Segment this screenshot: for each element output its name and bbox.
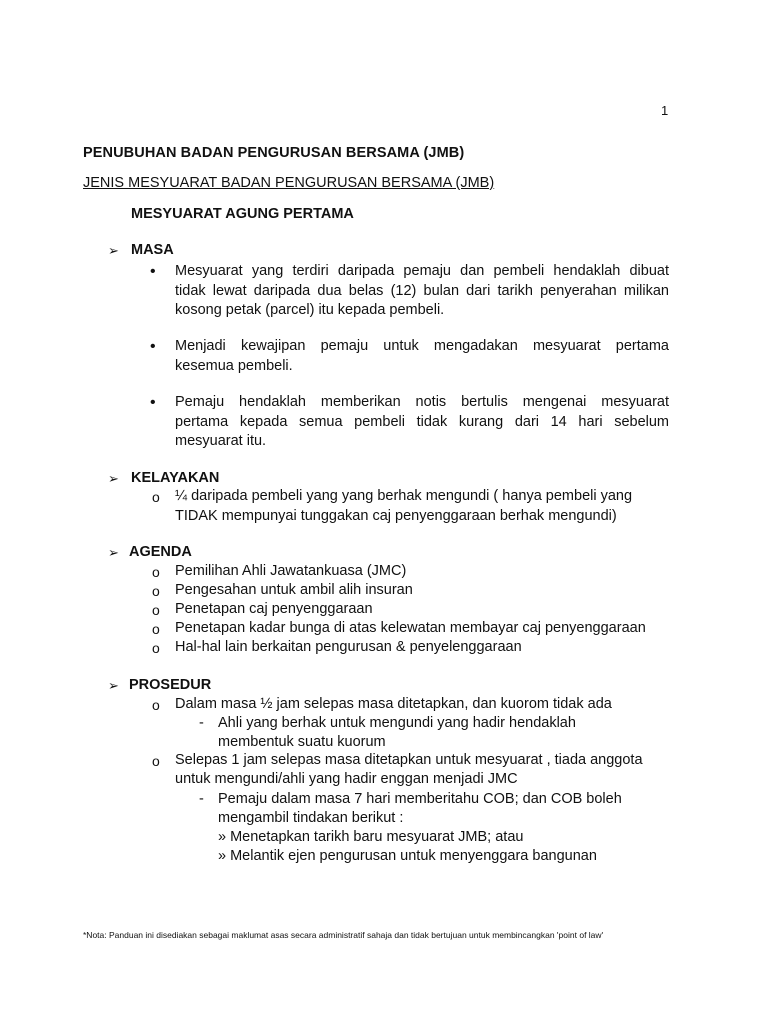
masa-item-3-line-1: Pemaju hendaklah memberikan notis bertulis mengenai mesyuarat [175, 394, 669, 410]
masa-item-1-line-3: kosong petak (parcel) itu kepada pembeli. [175, 302, 445, 318]
meeting-title: MESYUARAT AGUNG PERTAMA [131, 206, 354, 222]
agenda-item: Pengesahan untuk ambil alih insuran [175, 582, 413, 598]
bullet-icon: • [150, 394, 156, 411]
prosedur-item-1: Dalam masa ½ jam selepas masa ditetapkan, dan kuorom tidak ada [175, 696, 612, 712]
document-title: PENUBUHAN BADAN PENGURUSAN BERSAMA (JMB) [83, 145, 465, 161]
masa-item-1 [175, 262, 669, 321]
masa-item-2 [175, 337, 669, 376]
circle-bullet-icon: o [152, 697, 160, 713]
page-number: 1 [661, 103, 669, 118]
agenda-item: Hal-hal lain berkaitan pengurusan & penyelenggaraan [175, 639, 522, 655]
arrow-bullet-icon: ➢ [108, 471, 119, 486]
section-heading-kelayakan: KELAYAKAN [131, 470, 220, 486]
agenda-item: Pemilihan Ahli Jawatankuasa (JMC) [175, 563, 407, 579]
prosedur-item-2-line: untuk mengundi/ahli yang hadir enggan menjadi JMC [175, 771, 518, 787]
arrow-bullet-icon: ➢ [108, 545, 119, 560]
circle-bullet-icon: o [152, 602, 160, 618]
circle-bullet-icon: o [152, 489, 160, 505]
masa-item-2-line-2: kesemua pembeli. [175, 357, 293, 374]
agenda-item: Penetapan kadar bunga di atas kelewatan membayar caj penyenggaraan [175, 620, 646, 636]
masa-item-2-line-1: Menjadi kewajipan pemaju untuk mengadakan mesyuarat pertama [175, 338, 669, 354]
footnote: *Nota: Panduan ini disediakan sebagai maklumat asas secara administratif sahaja dan tidak bertujuan untuk membincangkan 'point of law' [83, 930, 604, 940]
section-heading-prosedur: PROSEDUR [129, 677, 212, 693]
arrow-bullet-icon: ➢ [108, 678, 119, 693]
section-heading-masa: MASA [131, 242, 174, 258]
prosedur-item-1-sub-line: membentuk suatu kuorum [218, 734, 386, 750]
kelayakan-line-2: TIDAK mempunyai tunggakan caj penyenggaraan berhak mengundi) [175, 508, 617, 524]
document-subtitle: JENIS MESYUARAT BADAN PENGURUSAN BERSAMA (JMB) [83, 175, 495, 191]
bullet-icon: • [150, 338, 156, 355]
kelayakan-line-1: ¼ daripada pembeli yang yang berhak mengundi ( hanya pembeli yang [175, 488, 633, 504]
masa-item-1-line-1: Mesyuarat yang terdiri daripada pemaju dan pembeli hendaklah dibuat [175, 263, 669, 279]
masa-item-3-line-2: pertama kepada semua pembeli tidak kurang dari 14 hari sebelum [175, 413, 669, 430]
dash-bullet-icon: - [199, 791, 204, 807]
bullet-icon: • [150, 263, 156, 280]
prosedur-item-2-sub-line: » Menetapkan tarikh baru mesyuarat JMB; atau [218, 829, 524, 845]
circle-bullet-icon: o [152, 564, 160, 580]
prosedur-item-1-sub-line: Ahli yang berhak untuk mengundi yang hadir hendaklah [218, 715, 576, 731]
arrow-bullet-icon: ➢ [108, 243, 119, 258]
circle-bullet-icon: o [152, 753, 160, 769]
agenda-item: Penetapan caj penyenggaraan [175, 601, 373, 617]
masa-item-3 [175, 393, 669, 452]
prosedur-item-2-sub-line: mengambil tindakan berikut : [218, 810, 404, 826]
section-heading-agenda: AGENDA [129, 544, 192, 560]
circle-bullet-icon: o [152, 640, 160, 656]
dash-bullet-icon: - [199, 715, 204, 731]
prosedur-item-2-sub-line: Pemaju dalam masa 7 hari memberitahu COB; dan COB boleh [218, 791, 622, 807]
masa-item-3-line-3: mesyuarat itu. [175, 433, 267, 449]
prosedur-item-2-line: Selepas 1 jam selepas masa ditetapkan untuk mesyuarat , tiada anggota [175, 752, 643, 768]
circle-bullet-icon: o [152, 621, 160, 637]
circle-bullet-icon: o [152, 583, 160, 599]
masa-item-1-line-2: tidak lewat daripada dua belas (12) bulan dari tarikh penyerahan milikan [175, 282, 669, 299]
prosedur-item-2-sub-line: » Melantik ejen pengurusan untuk menyenggara bangunan [218, 848, 597, 864]
